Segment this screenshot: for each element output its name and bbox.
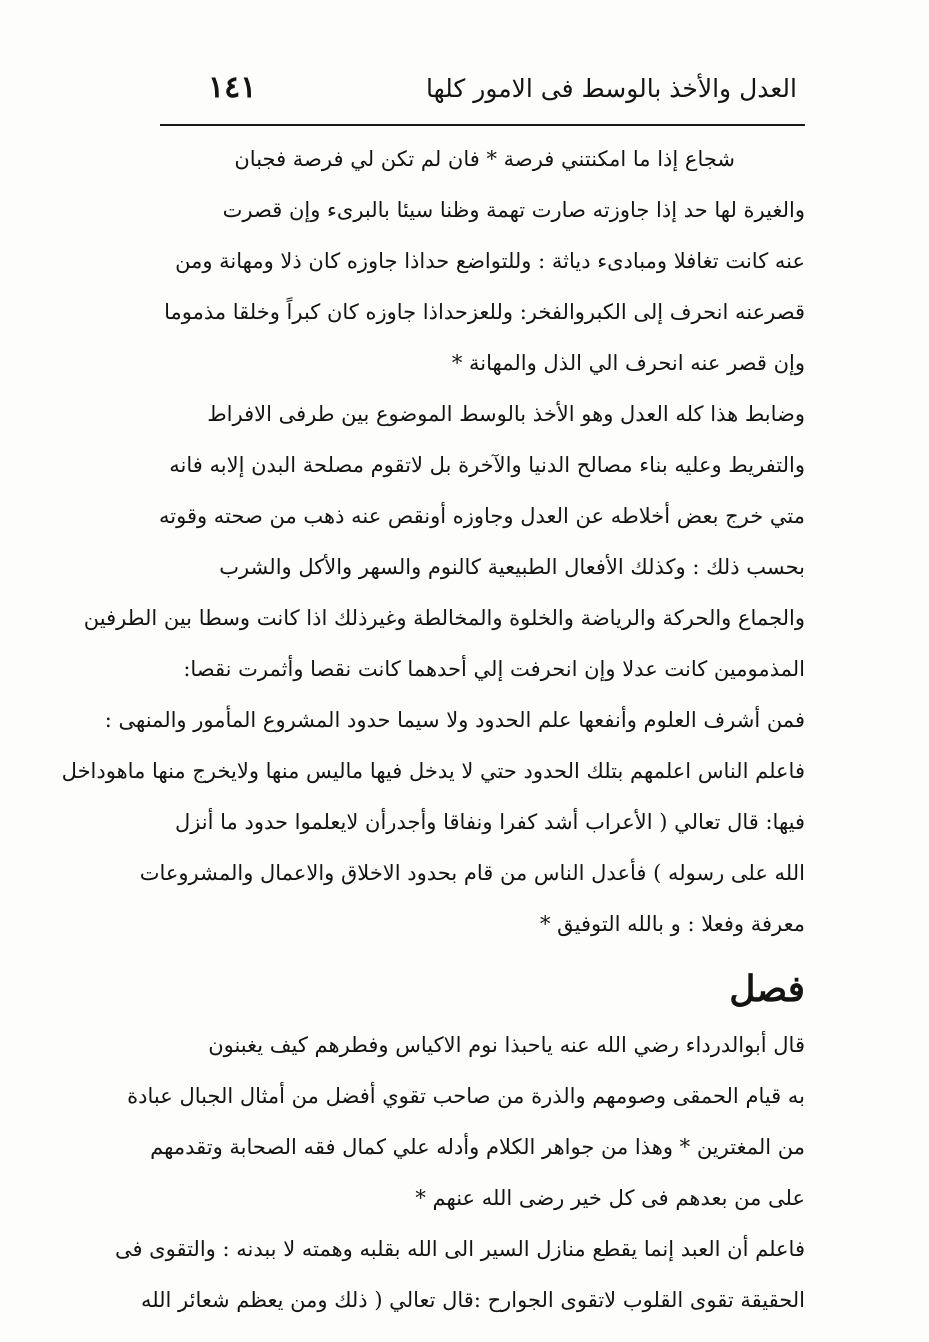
text-line: عنه كانت تغافلا ومبادىء دياثة : وللتواضع حداذا جاوزه كان ذلا ومهانة ومن [175,249,805,273]
text-line: معرفة وفعلا : و بالله التوفيق * [539,912,805,936]
text-line: والجماع والحركة والرياضة والخلوة والمخالطة وغيرذلك اذا كانت وسطا بين الطرفين [83,606,805,630]
body-text [61,134,805,1326]
text-line: فاعلم أن العبد إنما يقطع منازل السير الى الله بقلبه وهمته لا ببدنه : والتقوى فى [114,1237,805,1261]
text-line: قال أبوالدرداء رضي الله عنه ياحبذا نوم الاكياس وفطرهم كيف يغبنون [208,1033,805,1057]
text-line: قصرعنه انحرف إلى الكبروالفخر: وللعزحداذا جاوزه كان كبراً وخلقا مذموما [164,300,805,324]
text-line: والغيرة لها حد إذا جاوزته صارت تهمة وظنا سيئا بالبرىء وإن قصرت [222,198,805,222]
header-rule [160,124,805,126]
text-line: وإن قصر عنه انحرف الي الذل والمهانة * [451,351,805,375]
text-line: الله على رسوله ) فأعدل الناس من قام بحدود الاخلاق والاعمال والمشروعات [139,861,805,885]
text-line: به قيام الحمقى وصومهم والذرة من صاحب تقوي أفضل من أمثال الجبال عبادة [127,1084,805,1108]
text-line: من المغترين * وهذا من جواهر الكلام وأدله علي كمال فقه الصحابة وتقدمهم [150,1135,805,1159]
text-line: فمن أشرف العلوم وأنفعها علم الحدود ولا سيما حدود المشروع المأمور والمنهى : [104,708,805,732]
page-header [160,64,805,120]
text-line: المذمومين كانت عدلا وإن انحرفت إلي أحدهما كانت نقصا وأثمرت نقصا: [183,657,805,681]
page-number: ١٤١ [208,70,257,105]
text-line: فاعلم الناس اعلمهم بتلك الحدود حتي لا يدخل فيها ماليس منها ولايخرج منها ماهوداخل [61,759,805,783]
text-line: بحسب ذلك : وكذلك الأفعال الطبيعية كالنوم والسهر والأكل والشرب [219,555,805,579]
verse-line: شجاع إذا ما امكنتني فرصة * فان لم تكن لي فرصة فجبان [234,147,735,171]
text-line: وضابط هذا كله العدل وهو الأخذ بالوسط الموضوع بين طرفى الافراط [207,402,805,426]
text-line: الحقيقة تقوى القلوب لاتقوى الجوارح :قال تعالي ( ذلك ومن يعظم شعائر الله [140,1288,805,1312]
text-line: على من بعدهم فى كل خير رضى الله عنهم * [415,1186,805,1210]
text-line: فيها: قال تعالي ( الأعراب أشد كفرا ونفاقا وأجدرأن لايعلموا حدود ما أنزل [174,810,805,834]
text-line: متي خرج بعض أخلاطه عن العدل وجاوزه أونقص عنه ذهب من صحته وقوته [159,504,805,528]
text-line: والتفريط وعليه بناء مصالح الدنيا والآخرة بل لاتقوم مصلحة البدن إلابه فانه [169,453,805,477]
section-heading: فصل [729,968,805,1010]
running-title: العدل والأخذ بالوسط فى الامور كلها [426,74,797,103]
